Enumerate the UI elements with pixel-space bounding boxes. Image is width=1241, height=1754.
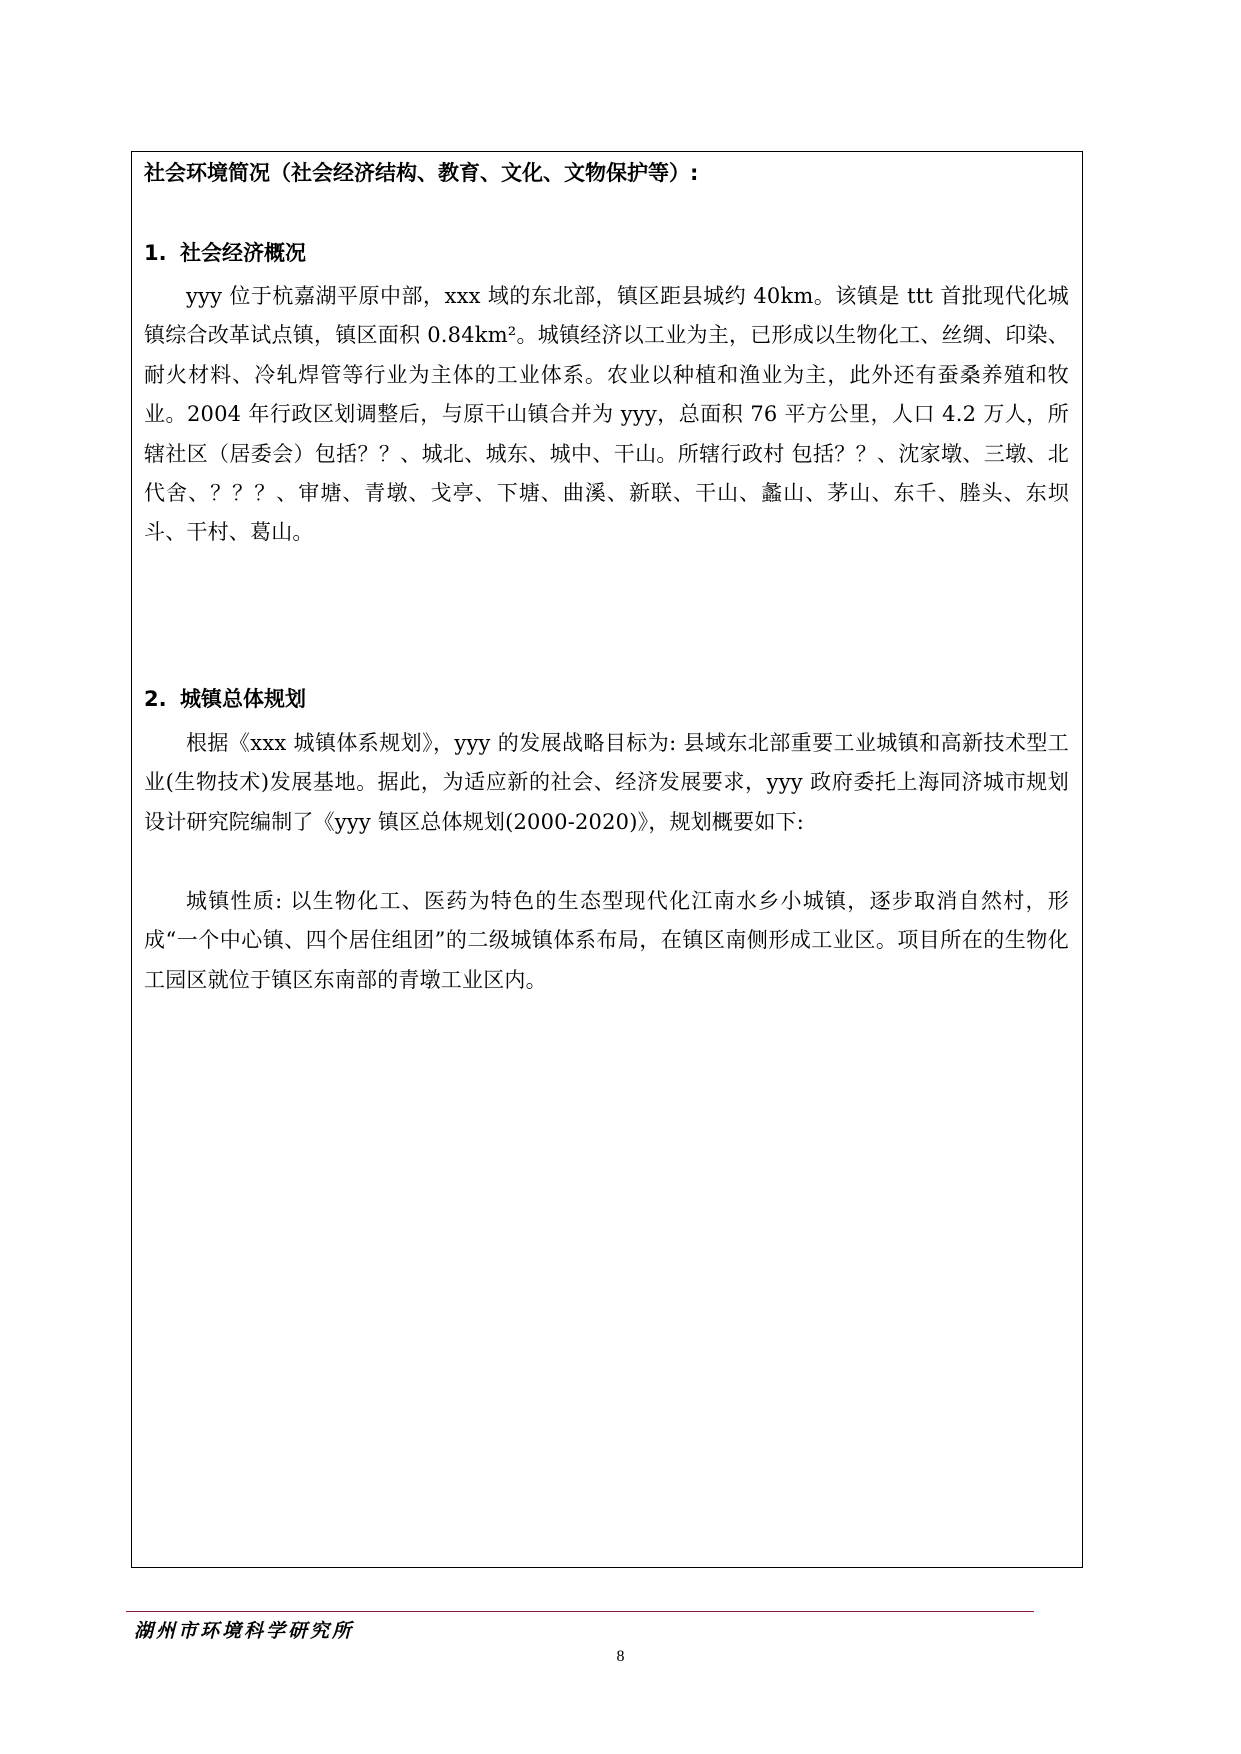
box-title: 社会环境简况（社会经济结构、教育、文化、文物保护等）: (144, 161, 699, 185)
section-number-2: 2. (144, 687, 167, 711)
footer-organization: 湖州市环境科学研究所 (134, 1620, 355, 1642)
footer-rule (126, 1611, 1034, 1612)
paragraph-socioeconomic: yyy 位于杭嘉湖平原中部，xxx 域的东北部，镇区距县城约 40km。该镇是 ttt 首批现代化城镇综合改革试点镇，镇区面积 0.84km²。城镇经济以工业为主，已形成以生物化工、丝绸、印染、耐火材料、冷轧焊管等行业为主体的工业体系。农业以种植和渔业为主，此外还有蚕桑养殖和牧业。2004 年行政区划调整后，与原干山镇合并为 yyy，总面积 76 平方公里，人口 4.2 万人，所辖社区（居委会）包括？？、城北、城东、城中、干山。所辖行政村 包括？？、沈家墩、三墩、北代舍、？？？、审塘、青墩、戈亭、下塘、曲溪、新联、干山、蠡山、茅山、东千、塍头、东坝斗、干村、葛山。 (144, 284, 1069, 545)
section-title-2: 城镇总体规划 (180, 687, 306, 711)
section-number-1: 1. (144, 241, 167, 265)
paragraph-town-nature: 城镇性质: 以生物化工、医药为特色的生态型现代化江南水乡小城镇，逐步取消自然村，形成“一个中心镇、四个居住组团”的二级城镇体系布局，在镇区南侧形成工业区。项目所在的生物化工园区就位于镇区东南部的青墩工业区内。 (144, 889, 1069, 992)
section-title-1: 社会经济概况 (180, 241, 306, 265)
page-number: 8 (616, 1648, 625, 1665)
paragraph-planning: 根据《xxx 城镇体系规划》，yyy 的发展战略目标为: 县域东北部重要工业城镇和高新技术型工业(生物技术)发展基地。据此，为适应新的社会、经济发展要求，yyy 政府委托上海同济城市规划设计研究院编制了《yyy 镇区总体规划(2000-2020)》，规划概要如下: (144, 731, 1069, 834)
section-heading-1 (144, 238, 306, 268)
content-box (131, 151, 1083, 1568)
section-heading-2 (144, 684, 306, 714)
